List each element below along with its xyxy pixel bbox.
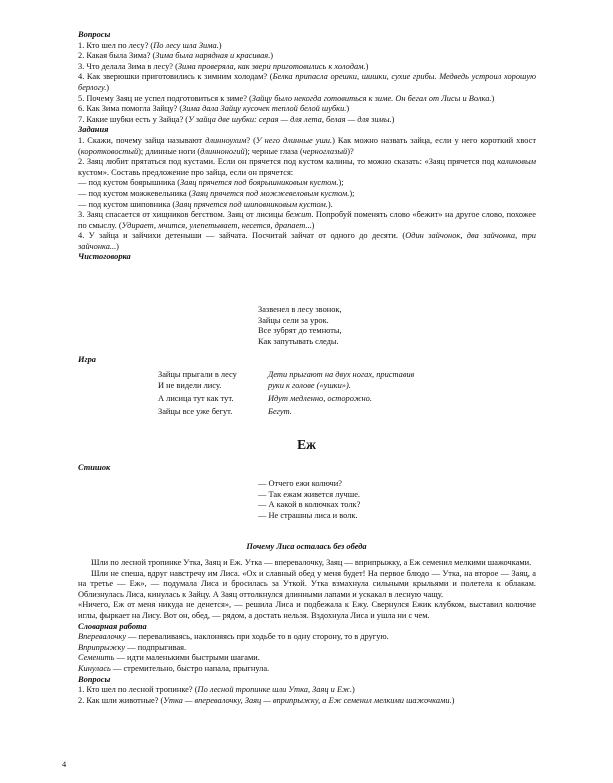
questions-section — [78, 30, 536, 263]
question-item — [78, 685, 536, 696]
poem-heading: Стишок — [78, 463, 111, 472]
question-item — [78, 62, 536, 73]
question-text: 2. Как шли животные? ( — [78, 695, 164, 705]
game-action: руки к голове («ушки»). — [268, 381, 351, 390]
task-2-option — [78, 189, 536, 200]
vocab-heading: Словарная работа — [78, 621, 147, 631]
task-text: ? ( — [246, 135, 256, 145]
answer-tail: ) — [451, 695, 455, 705]
question-text: 2. Какая была Зима? ( — [78, 51, 156, 61]
task-text: 2. Заяц любит прятаться под кустами. Если он прячется под кустом калины, то можно сказать: «Заяц прячется под — [78, 157, 498, 167]
task-1 — [78, 136, 536, 157]
task-italic: Заяц прячется под шиповниковым кустом. — [175, 199, 328, 209]
chistogovorka-poem — [258, 305, 342, 347]
task-text: — под кустом можжевельника ( — [78, 188, 192, 198]
answer-tail: ) — [270, 51, 274, 61]
story-section — [78, 558, 536, 706]
vocab-item — [78, 664, 536, 675]
poem-line: — Так ежам живется лучше. — [258, 489, 361, 499]
question-text: 3. Что делала Зима в лесу? ( — [78, 61, 178, 71]
game-action: Бегут. — [268, 407, 292, 416]
question-text: 1. Кто шел по лесной тропинке? ( — [78, 685, 198, 695]
question-item — [78, 41, 536, 52]
task-italic: Удирает, мчится, улепетывает, несется, драпает... — [121, 220, 312, 230]
answer-tail: ) — [491, 93, 495, 103]
answer-text: Зима дала Зайцу кусочек теплой белой шубки. — [182, 104, 347, 114]
game-text: И не видели лису. — [158, 381, 222, 390]
vocab-def: — стремительно, быстро напала, прыгнула. — [110, 663, 270, 673]
game-text: Зайцы прыгали в лесу — [158, 370, 237, 379]
task-italic: бежит — [285, 210, 312, 220]
question-item — [78, 115, 536, 126]
questions-heading: Вопросы — [78, 674, 111, 684]
story-paragraph: Шли не спеша, вдруг навстречу им Лиса. «Ох и славный обед у меня будет! На первое блюдо — Утка, на второе — Заяц, а на третье — Еж», — подумала Лиса и бросилась за Уткой. Утка взмахнула сильными крыльями и полетела к облакам. Облизнулась Лиса, кинулась к Зайцу. А Заяц оттолкнулся длинными лапами и ускакал в лесную чащу. — [78, 568, 536, 599]
vocab-item — [78, 643, 536, 654]
answer-text: По лесу шла Зима. — [153, 40, 219, 50]
task-italic: Один зайчонок, два зайчонка, три зайчонка... — [78, 231, 536, 251]
hedgehog-poem — [258, 479, 360, 521]
vocab-word: Вперевалочку — [78, 632, 127, 642]
answer-text: Зима проверяла, как звери приготовились к холодам. — [177, 61, 366, 71]
task-text: ); черные глаза ( — [244, 146, 303, 156]
vocab-item — [78, 632, 536, 643]
task-3 — [78, 210, 536, 231]
story-paragraph: Шли по лесной тропинке Утка, Заяц и Еж. Утка — вперевалочку, Заяц — вприпрыжку, а Еж семенил мелкими шажочками. — [91, 558, 532, 567]
task-text: — под кустом боярышника ( — [78, 178, 180, 188]
poem-line: — Не страшны лиса и волк. — [258, 510, 358, 520]
vocab-def: — подпрыгивая. — [125, 642, 187, 652]
answer-text: У зайца две шубки: серая — для лета, белая — для зимы. — [188, 114, 392, 124]
question-text: 1. Кто шел по лесу? ( — [78, 40, 154, 50]
task-2-option — [78, 200, 536, 211]
task-text: ) — [311, 220, 315, 230]
question-text: 6. Как Зима помогла Зайцу? ( — [78, 104, 183, 114]
vocab-item — [78, 653, 536, 664]
answer-tail: ) — [218, 40, 222, 50]
question-item — [78, 94, 536, 105]
chistogovorka-heading: Чистоговорка — [78, 252, 131, 262]
task-italic: У него длинные уши. — [255, 135, 333, 145]
poem-line: Зазвенел в лесу звонок, — [258, 305, 342, 314]
game-text: Зайцы все уже бегут. — [158, 407, 233, 416]
answer-tail: ) — [391, 114, 395, 124]
question-text: 4. Как зверюшки приготовились к зимним холодам? ( — [78, 72, 273, 82]
vocab-word: Кинулась — [78, 663, 111, 673]
task-text: . Попробуй поменять слово «бежит» на другое слово, похожее по смыслу. ( — [78, 210, 536, 230]
questions-heading: Вопросы — [78, 30, 111, 39]
answer-tail: ) — [106, 82, 110, 92]
question-item — [78, 696, 536, 707]
task-2 — [78, 157, 536, 178]
question-item — [78, 72, 536, 93]
task-italic: черноглазый — [302, 146, 348, 156]
game-action: Дети прыгают на двух ногах, приставив — [268, 370, 415, 379]
task-text: ). — [327, 199, 333, 209]
task-text: ) Как можно назвать зайца, если у него короткий хвост ( — [78, 135, 537, 156]
game-text: А лисица тут как тут. — [158, 394, 234, 403]
answer-text: Утка — вперевалочку, Заяц — вприпрыжку, а Еж семенил мелкими шажочками. — [163, 695, 452, 705]
task-text: кустом». Составь предложение про зайца, если он прячется: — [78, 167, 294, 177]
task-text: ) — [116, 241, 119, 251]
task-italic: калиновым — [497, 157, 536, 167]
task-4 — [78, 231, 536, 252]
answer-text: Зайцу было некогда готовиться к зиме. Он бегал от Лисы и Волка. — [251, 93, 492, 103]
answer-tail: ) — [346, 104, 350, 114]
story-title: Почему Лиса осталась без обеда — [246, 542, 367, 551]
task-text: 4. У зайца и зайчихи детеныши — зайчата. Посчитай зайчат от одного до десяти. ( — [78, 231, 406, 241]
task-italic: длинноногий — [200, 146, 245, 156]
answer-text: По лесной тропинке шли Утка, Заяц и Еж. — [197, 685, 352, 695]
tasks-heading: Задания — [78, 125, 109, 135]
game-action: Идут медленно, осторожно. — [268, 394, 372, 403]
answer-text: Белка припасла орешки, шишки, сухие грибы. Медведь устроил хорошую берлогу. — [78, 72, 536, 92]
poem-line: — А какой в колючках толк? — [258, 500, 361, 510]
task-text: 1. Скажи, почему зайца называют — [78, 135, 206, 145]
vocab-word: Семенить — [78, 653, 115, 663]
task-italic: Заяц прячется под боярышниковым кустом. — [180, 178, 339, 188]
poem-line: Зайцы сели за урок. — [258, 315, 329, 325]
task-2-option — [78, 178, 536, 189]
task-italic: коротковостый — [80, 146, 139, 156]
vocab-def: — переваливаясь, наклоняясь при ходьбе то в одну сторону, то в другую. — [126, 632, 389, 642]
vocab-word: Вприпрыжку — [78, 642, 126, 652]
answer-tail: ) — [351, 685, 355, 695]
vocab-def: — идти маленькими быстрыми шагами. — [114, 653, 260, 663]
question-item — [78, 51, 536, 62]
answer-tail: ) — [365, 61, 369, 71]
question-text: 7. Какие шубки есть у Зайца? ( — [78, 114, 189, 124]
hedgehog-title: Еж — [297, 437, 316, 452]
task-text: )? — [347, 146, 354, 156]
task-text: ); — [349, 188, 355, 198]
poem-line: — Отчего ежи колючи? — [258, 479, 342, 488]
task-text: ); длинные ноги ( — [138, 146, 201, 156]
task-text: 3. Заяц спасается от хищников бегством. Заяц от лисицы — [78, 210, 286, 220]
task-text: — под кустом шиповника ( — [78, 199, 176, 209]
poem-line: Все зубрят до темноты, — [258, 326, 342, 336]
question-text: 5. Почему Заяц не успел подготовиться к зиме? ( — [78, 93, 252, 103]
page-number: 4 — [62, 760, 67, 769]
task-italic: Заяц прячется под можжевеловым кустом. — [191, 188, 350, 198]
story-paragraph: «Ничего, Еж от меня никуда не денется», — решила Лиса и подбежала к Ежу. Свернулся Ежик клубком, выставил колючие иглы, фыркает на Лису. Вот он, обед, — рядом, а достать нельзя. Вздохнула Лиса и ушла ни с чем. — [78, 600, 536, 620]
poem-line: Как запутывать следы. — [258, 336, 339, 346]
question-item — [78, 104, 536, 115]
task-text: ); — [338, 178, 344, 188]
answer-text: Зима была нарядная и красивая. — [155, 51, 271, 61]
task-italic: длинноухим — [205, 135, 247, 145]
game-heading: Игра — [78, 355, 96, 364]
